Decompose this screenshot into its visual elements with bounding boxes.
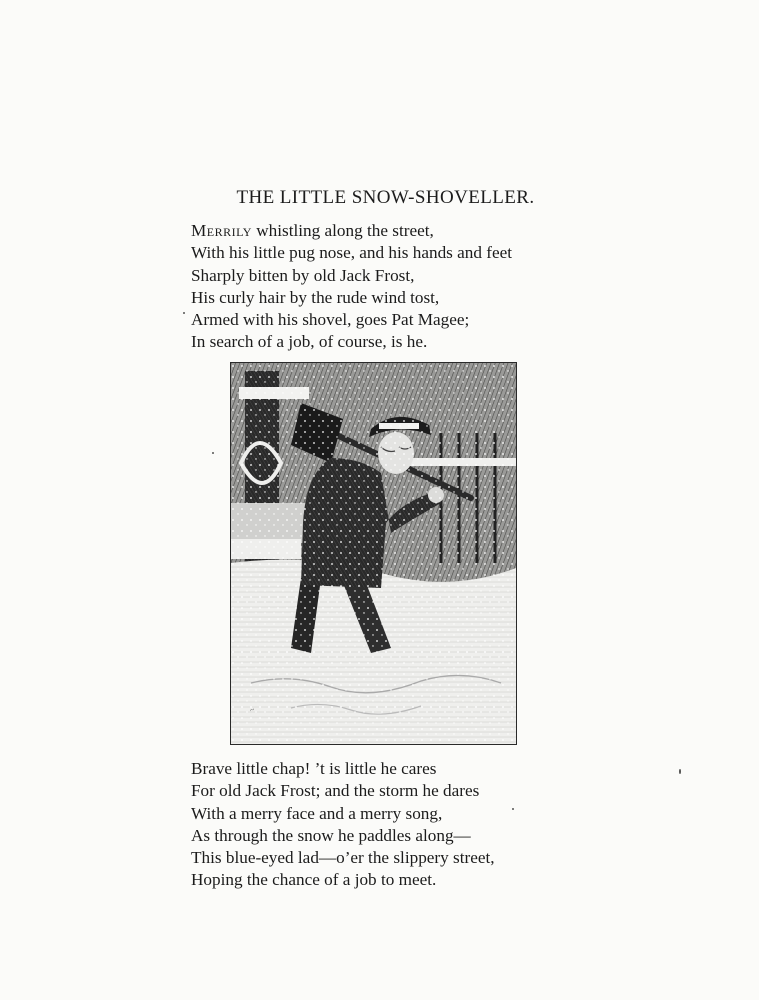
poem-line: His curly hair by the rude wind tost, xyxy=(191,287,440,307)
poem-line: With his little pug nose, and his hands and feet xyxy=(191,243,513,263)
paper-speck xyxy=(512,808,514,810)
poem-line-rest: whistling along the street, xyxy=(251,221,434,240)
poem-line: As through the snow he paddles along— xyxy=(191,825,471,845)
poem-line: Hoping the chance of a job to meet. xyxy=(191,870,437,890)
poem-line: Brave little chap! ’t is little he cares xyxy=(191,759,437,778)
paper-speck xyxy=(212,452,214,454)
paper-speck xyxy=(679,769,681,774)
poem-line: Sharply bitten by old Jack Frost, xyxy=(191,265,415,285)
poem-line xyxy=(191,220,512,242)
boy-with-shovel-engraving xyxy=(231,363,516,744)
poem-line: For old Jack Frost; and the storm he dares xyxy=(191,781,480,801)
poem-line: In search of a job, of course, is he. xyxy=(191,332,428,352)
engraving-illustration xyxy=(230,362,517,745)
drop-word: Merrily xyxy=(191,221,252,240)
poem-line: Armed with his shovel, goes Pat Magee; xyxy=(191,310,470,330)
stanza-two xyxy=(191,758,495,892)
paper-speck xyxy=(183,312,185,314)
poem-title: THE LITTLE SNOW-SHOVELLER. xyxy=(236,187,535,208)
stanza-one xyxy=(191,220,512,354)
svg-text:~: ~ xyxy=(248,704,256,715)
poem-line: With a merry face and a merry song, xyxy=(191,803,443,823)
poem-line: This blue-eyed lad—o’er the slippery street, xyxy=(191,848,495,868)
